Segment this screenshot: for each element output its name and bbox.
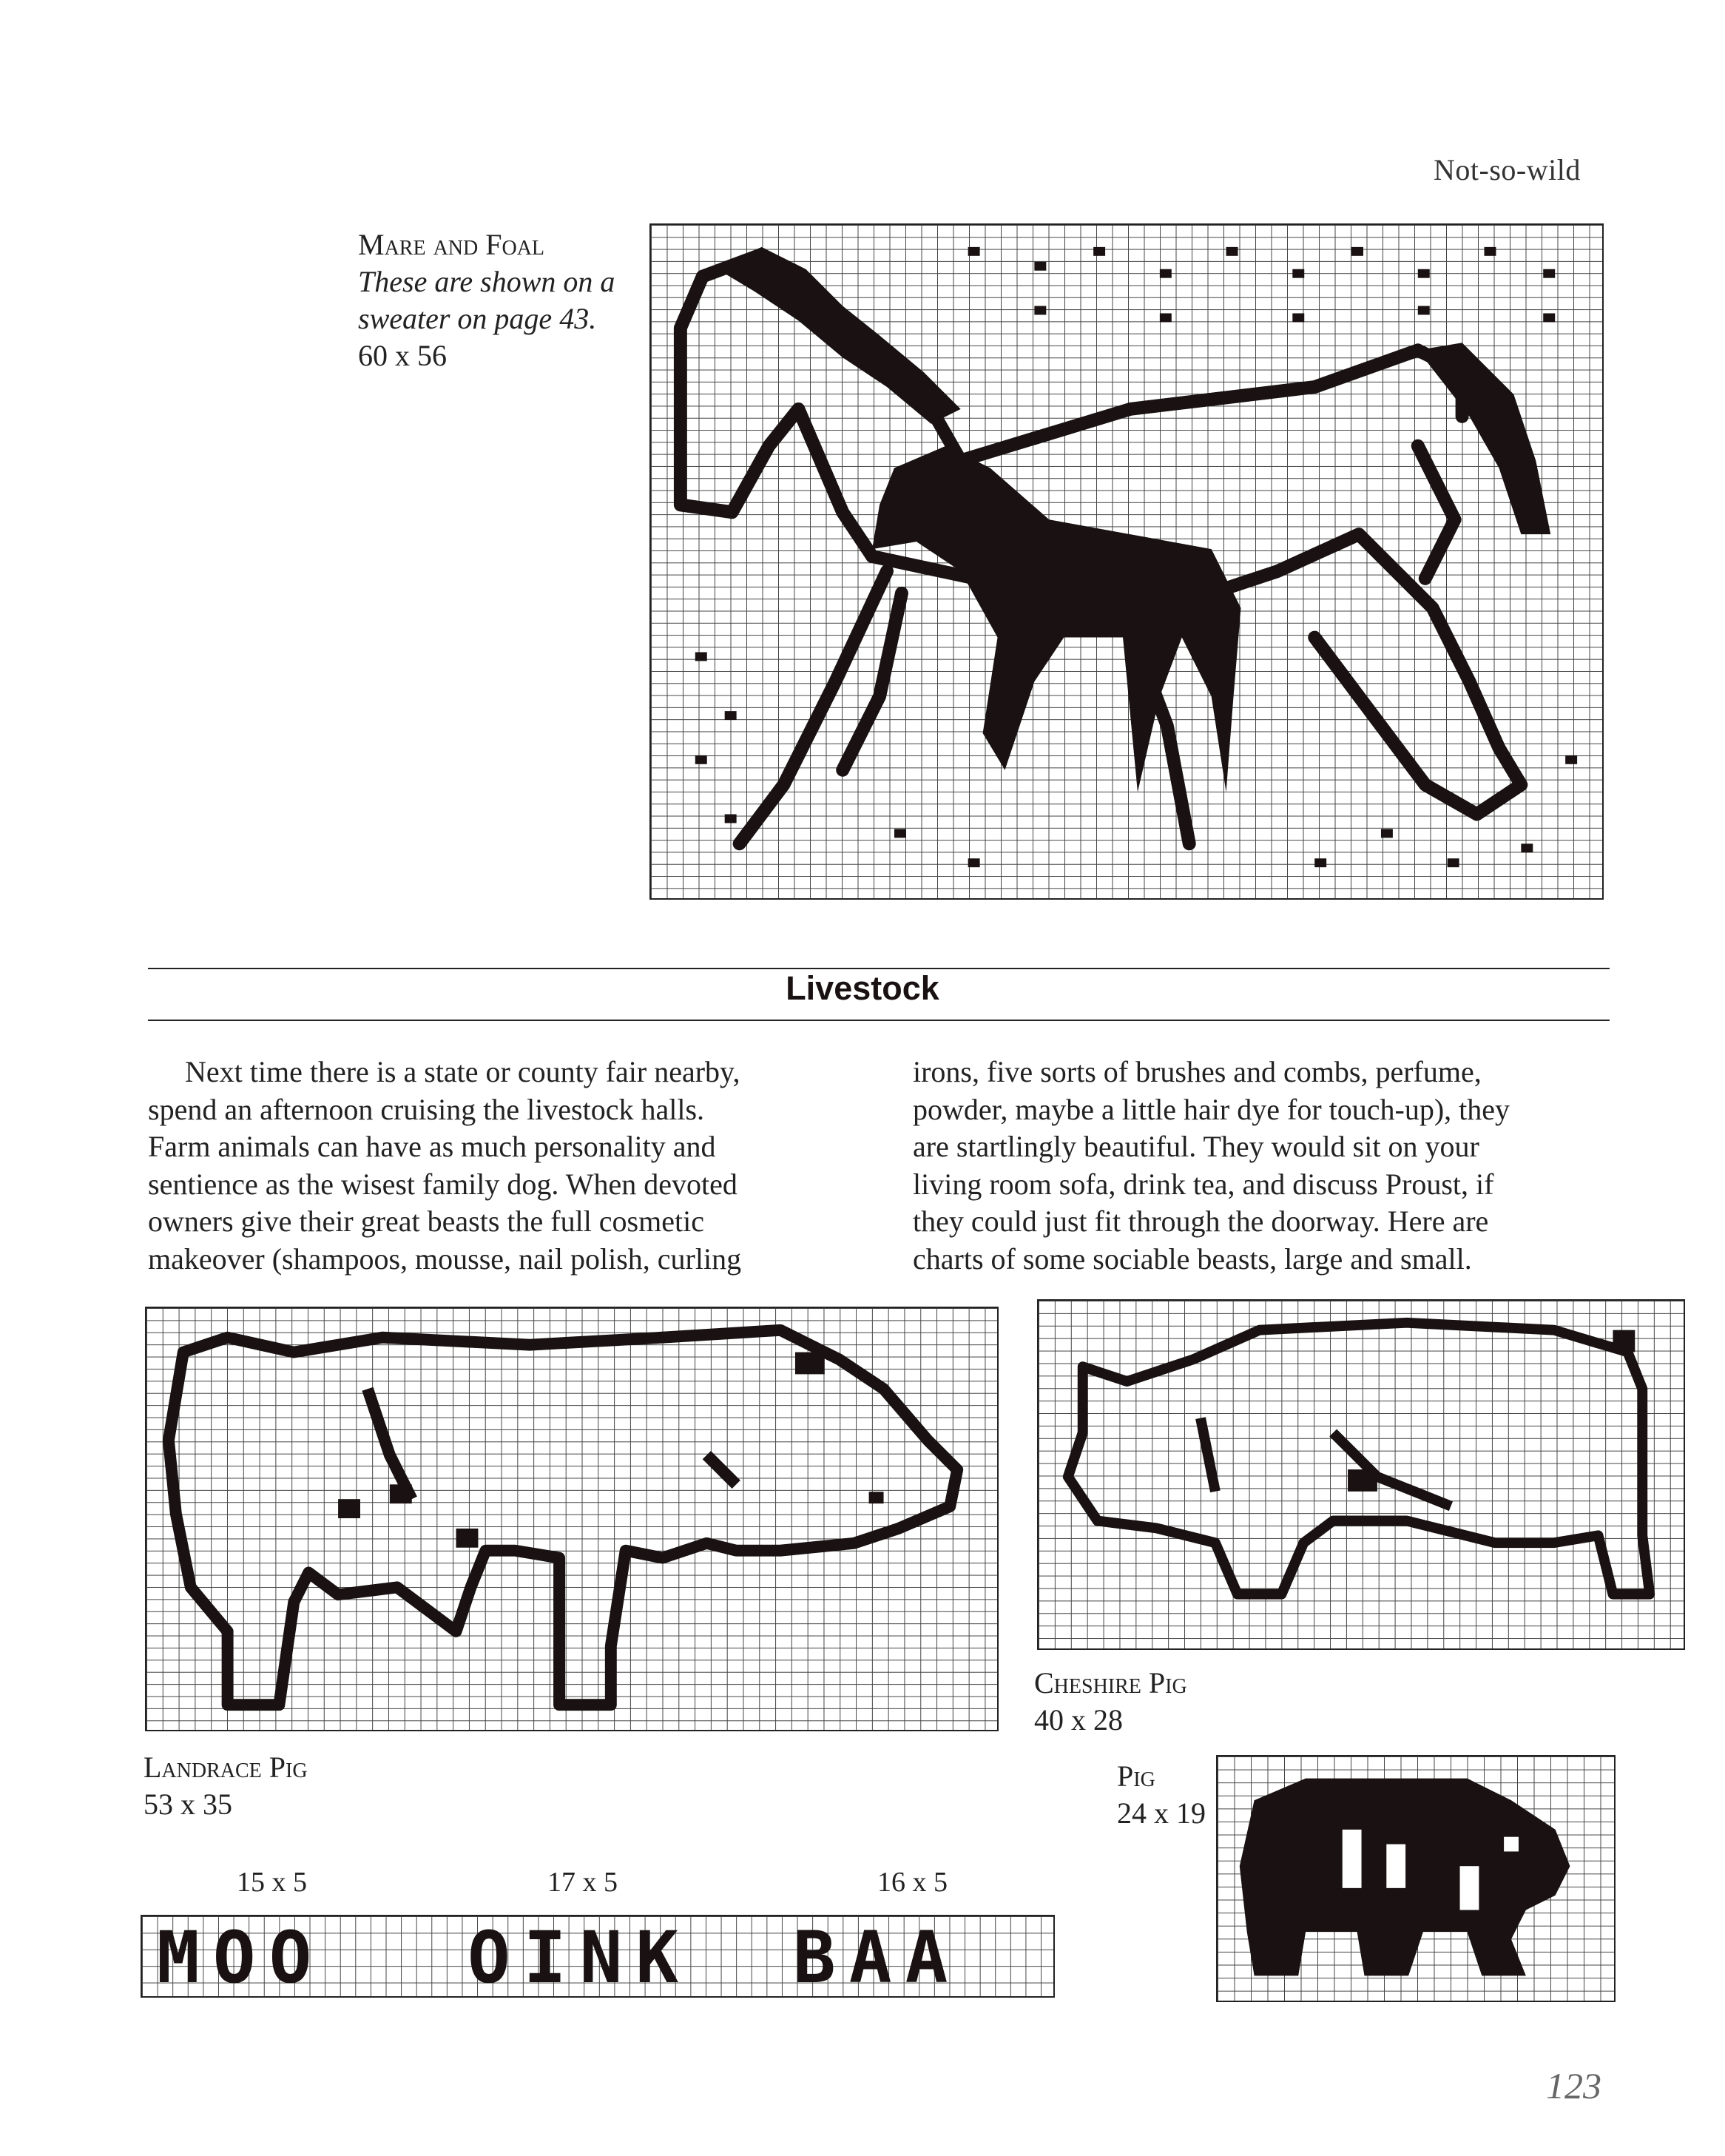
oink-word: OINK	[467, 1916, 692, 1999]
body-line: makeover (shampoos, mousse, nail polish, curling	[148, 1242, 742, 1276]
body-line: owners give their great beasts the full cosmetic	[148, 1205, 704, 1238]
landrace-pig-figure	[146, 1308, 997, 1730]
moo-dimensions: 15 x 5	[237, 1867, 307, 1898]
landrace-pig-chart	[145, 1307, 999, 1731]
section-header: Not-so-wild	[1434, 153, 1581, 186]
mare-foal-caption	[358, 226, 615, 374]
word-chart-strip	[141, 1915, 1055, 1998]
baa-dimensions: 16 x 5	[877, 1867, 948, 1898]
page-number: 123	[1546, 2065, 1601, 2106]
small-pig-chart	[1216, 1755, 1616, 2002]
mare-foal-title: Mare and Foal	[358, 228, 545, 261]
mare-foal-note-1: These are shown on a	[358, 265, 615, 298]
small-pig-caption	[1117, 1758, 1206, 1832]
small-pig-figure	[1218, 1756, 1614, 2001]
body-column-left	[148, 1054, 741, 1278]
cheshire-pig-caption	[1034, 1665, 1187, 1739]
body-line: charts of some sociable beasts, large and small.	[913, 1242, 1472, 1276]
body-line: they could just fit through the doorway. Here are	[913, 1205, 1489, 1238]
rule-bottom	[148, 1020, 1610, 1021]
landrace-pig-caption	[144, 1749, 308, 1823]
cheshire-pig-figure	[1039, 1301, 1684, 1648]
body-line: Farm animals can have as much personality and	[148, 1130, 716, 1163]
body-line: living room sofa, drink tea, and discuss Proust, if	[913, 1167, 1494, 1201]
body-line: sentience as the wisest family dog. When devoted	[148, 1167, 737, 1201]
baa-word: BAA	[793, 1916, 962, 1999]
cheshire-pig-title: Cheshire Pig	[1034, 1666, 1187, 1699]
body-column-right	[913, 1054, 1510, 1278]
cheshire-pig-dimensions: 40 x 28	[1034, 1703, 1123, 1736]
body-line: are startlingly beautiful. They would sit on your	[913, 1130, 1479, 1163]
body-line: Next time there is a state or county fair nearby,	[185, 1055, 740, 1088]
moo-word: MOO	[157, 1916, 325, 1999]
small-pig-dimensions: 24 x 19	[1117, 1796, 1206, 1830]
body-line: spend an afternoon cruising the livestock halls.	[148, 1092, 705, 1126]
mare-foal-chart	[649, 223, 1604, 900]
small-pig-title: Pig	[1117, 1759, 1155, 1793]
landrace-pig-title: Landrace Pig	[144, 1751, 308, 1784]
cheshire-pig-chart	[1037, 1299, 1685, 1650]
mare-foal-note-2: sweater on page 43.	[358, 302, 597, 335]
mare-foal-figure	[651, 225, 1602, 898]
body-line: powder, maybe a little hair dye for touch-up), they	[913, 1092, 1510, 1126]
body-line: irons, five sorts of brushes and combs, perfume,	[913, 1055, 1482, 1088]
section-title: Livestock	[786, 969, 939, 1007]
landrace-pig-dimensions: 53 x 35	[144, 1788, 232, 1821]
mare-foal-dimensions: 60 x 56	[358, 339, 447, 372]
oink-dimensions: 17 x 5	[547, 1867, 618, 1898]
